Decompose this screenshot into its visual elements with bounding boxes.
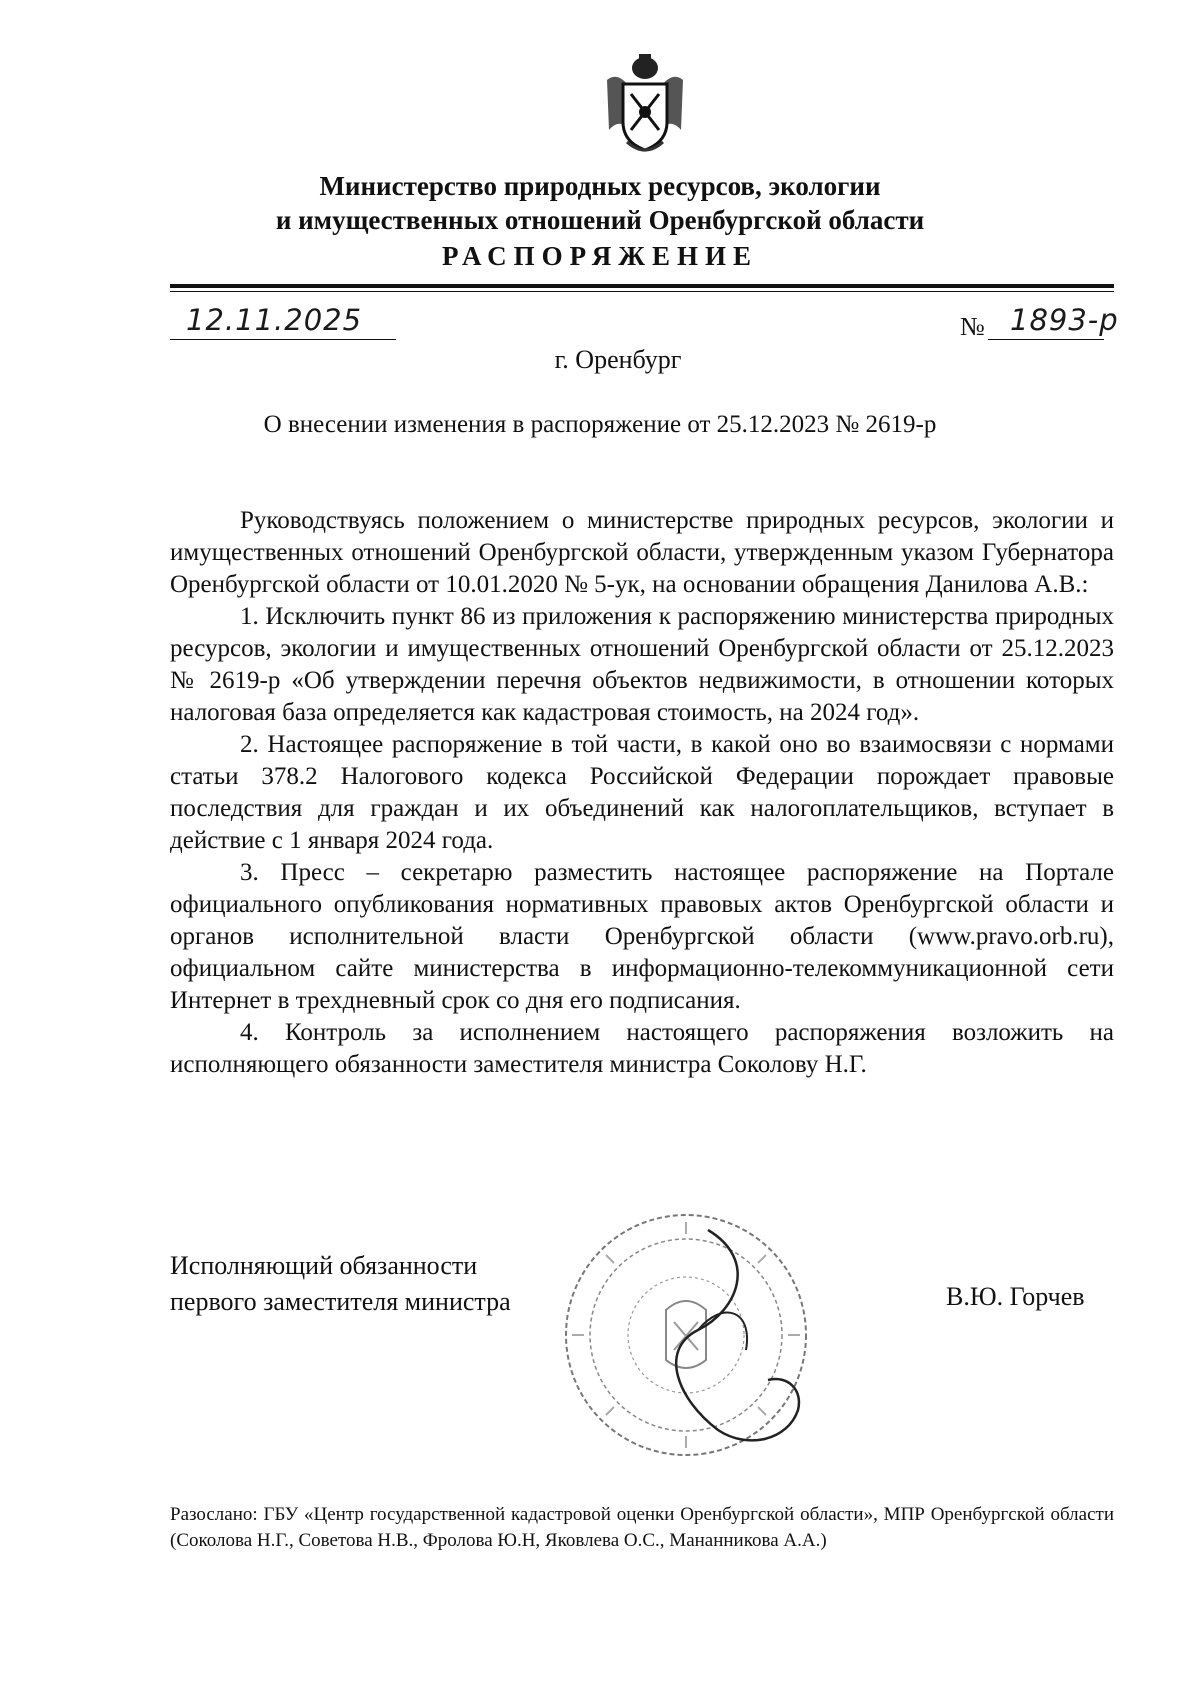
document-body [170, 505, 1114, 1081]
handwritten-date: 12.11.2025 [186, 303, 363, 337]
distribution-text: Разослано: ГБУ «Центр государственной кадастровой оценки Оренбургской области», МПР Оренбургской области (Соколова Н.Г., Советова Н.В., Фролова Ю.Н, Яковлева О.С., Мананникова А.А.) [170, 1504, 1114, 1551]
header-divider-thin [170, 291, 1114, 292]
ministry-name-line1: Министерство природных ресурсов, экологии [319, 171, 881, 201]
signer-position-line2: первого заместителя министра [170, 1287, 511, 1316]
official-seal-stamp-icon [548, 1200, 838, 1470]
orenburg-coat-of-arms-icon [603, 50, 687, 158]
handwritten-number: 1893-р [1010, 303, 1119, 337]
clause-paragraph: 1. Исключить пункт 86 из приложения к распоряжению министерства природных ресурсов, экологии и имущественных отношений Оренбургской области от 25.12.2023 № 2619-р «Об утверждении перечня объектов недвижимости, в отношении которых налоговая база определяется как кадастровая стоимость, на 2024 год». [170, 603, 1114, 726]
city: г. Оренбург [554, 345, 682, 374]
number-label: № [960, 312, 985, 341]
document-type-title: РАСПОРЯЖЕНИЕ [441, 241, 759, 271]
date-underline [170, 339, 396, 340]
preamble-paragraph: Руководствуясь положением о министерстве природных ресурсов, экологии и имущественных отношений Оренбургской области, утвержденным указом Губернатора Оренбургской области от 10.01.2020 № 5-ук, на основании обращения Данилова А.В.: [170, 507, 1114, 598]
distribution-list [170, 1502, 1114, 1554]
signer-name: В.Ю. Горчев [946, 1282, 1085, 1311]
clause-paragraph: 2. Настоящее распоряжение в той части, в какой оно во взаимосвязи с нормами статьи 378.2 Налогового кодекса Российской Федерации порождает правовые последствия для граждан и их объединений как налогоплательщиков, вступает в действие с 1 января 2024 года. [170, 731, 1114, 854]
header-divider-thick [170, 284, 1114, 288]
document-subject: О внесении изменения в распоряжение от 25.12.2023 № 2619-р [263, 411, 937, 438]
clause-paragraph: 3. Пресс – секретарю разместить настоящее распоряжение на Портале официального опубликования нормативных правовых актов Оренбургской области и органов исполнительной власти Оренбургской области (www.pravo.orb.ru), официальном сайте министерства в информационно-телекоммуникационной сети Интернет в трехдневный срок со дня его подписания. [170, 859, 1114, 1014]
ministry-name-line2: и имущественных отношений Оренбургской области [275, 205, 925, 235]
number-underline [988, 339, 1104, 340]
signer-position-line1: Исполняющий обязанности [170, 1251, 478, 1280]
signer-position [170, 1248, 511, 1320]
clause-paragraph: 4. Контроль за исполнением настоящего распоряжения возложить на исполняющего обязанности заместителя министра Соколову Н.Г. [170, 1019, 1114, 1078]
